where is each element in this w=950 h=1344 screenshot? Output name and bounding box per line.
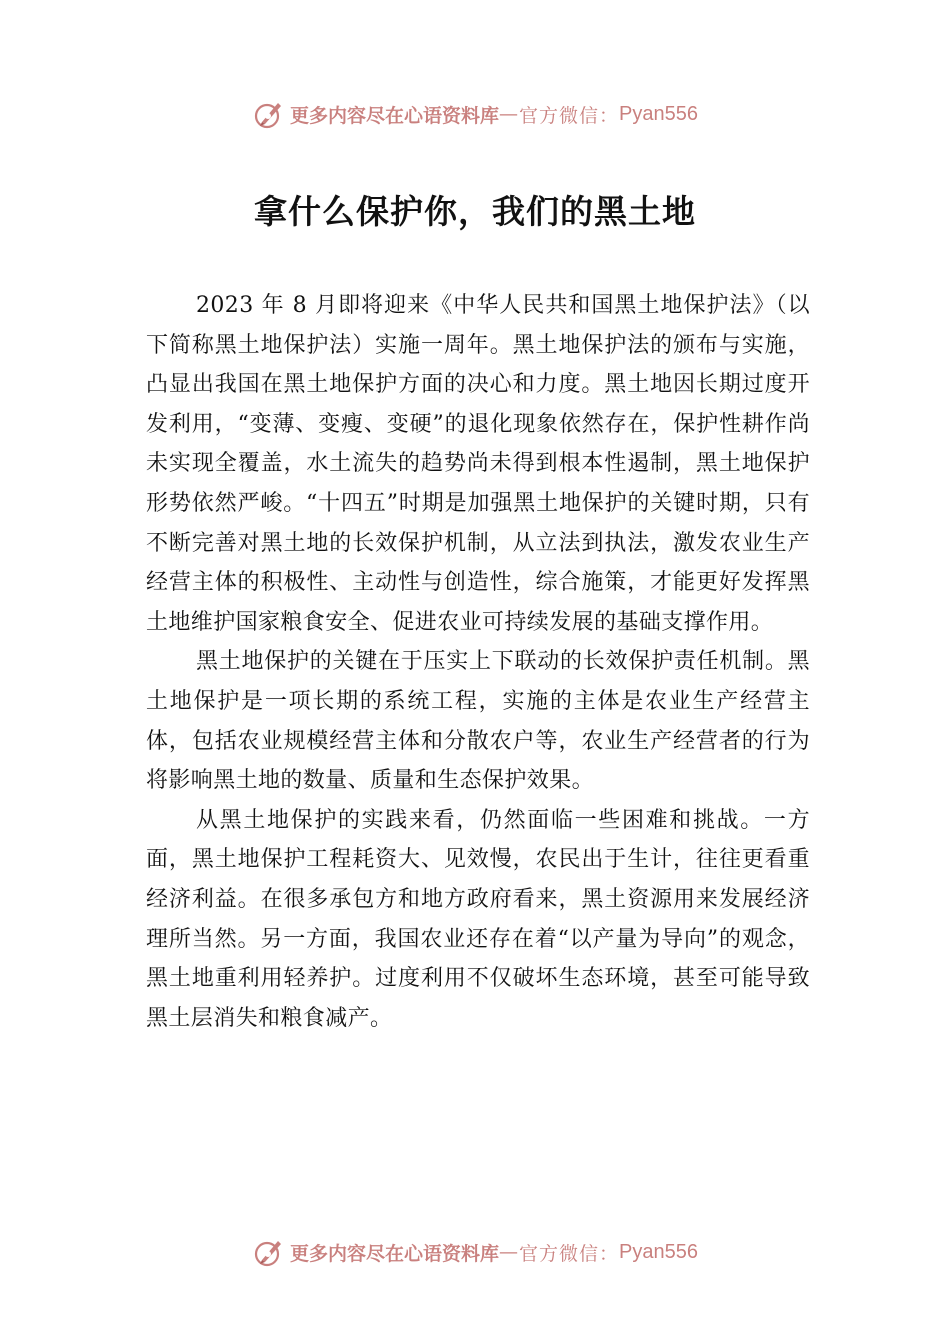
pen-circle-icon	[252, 1235, 286, 1269]
page-title: 拿什么保护你，我们的黑土地	[254, 192, 696, 231]
watermark-contact-id: Pyan556	[619, 102, 698, 125]
watermark-contact-label: 官方微信：	[519, 1242, 620, 1265]
watermark-separator: —	[499, 1241, 520, 1263]
paragraph-3: 从黑土地保护的实践来看，仍然面临一些困难和挑战。一方面，黑土地保护工程耗资大、见效慢，农民出于生计，往往更看重经济利益。在很多承包方和地方政府看来，黑土资源用来发展经济理所当然。另一方面，我国农业还存在着“以产量为导向”的观念，黑土地重利用轻养护。过度利用不仅破坏生态环境，甚至可能导致黑土层消失和粮食减产。	[146, 807, 810, 1031]
watermark-contact-id: Pyan556	[619, 1240, 698, 1263]
footer-watermark	[0, 1232, 950, 1272]
paragraph-2: 黑土地保护的关键在于压实上下联动的长效保护责任机制。黑土地保护是一项长期的系统工程，实施的主体是农业生产经营主体，包括农业规模经营主体和分散农户等，农业生产经营者的行为将影响黑土地的数量、质量和生态保护效果。	[146, 649, 810, 794]
paragraph-1: 2023 年 8 月即将迎来《中华人民共和国黑土地保护法》（以下简称黑土地保护法）实施一周年。黑土地保护法的颁布与实施，凸显出我国在黑土地保护方面的决心和力度。黑土地因长期过度开发利用，“变薄、变瘦、变硬”的退化现象依然存在，保护性耕作尚未实现全覆盖，水土流失的趋势尚未得到根本性遏制，黑土地保护形势依然严峻。“十四五”时期是加强黑土地保护的关键时期，只有不断完善对黑土地的长效保护机制，从立法到执法，激发农业生产经营主体的积极性、主动性与创造性，综合施策，才能更好发挥黑土地维护国家粮食安全、促进农业可持续发展的基础支撑作用。	[146, 293, 810, 635]
watermark-separator: —	[499, 103, 520, 125]
watermark-text: 更多内容尽在心语资料库	[290, 104, 500, 127]
header-watermark	[0, 94, 950, 134]
watermark-contact-label: 官方微信：	[519, 104, 620, 127]
watermark-text: 更多内容尽在心语资料库	[290, 1242, 500, 1265]
pen-circle-icon	[252, 97, 286, 131]
article-body	[146, 286, 810, 1038]
